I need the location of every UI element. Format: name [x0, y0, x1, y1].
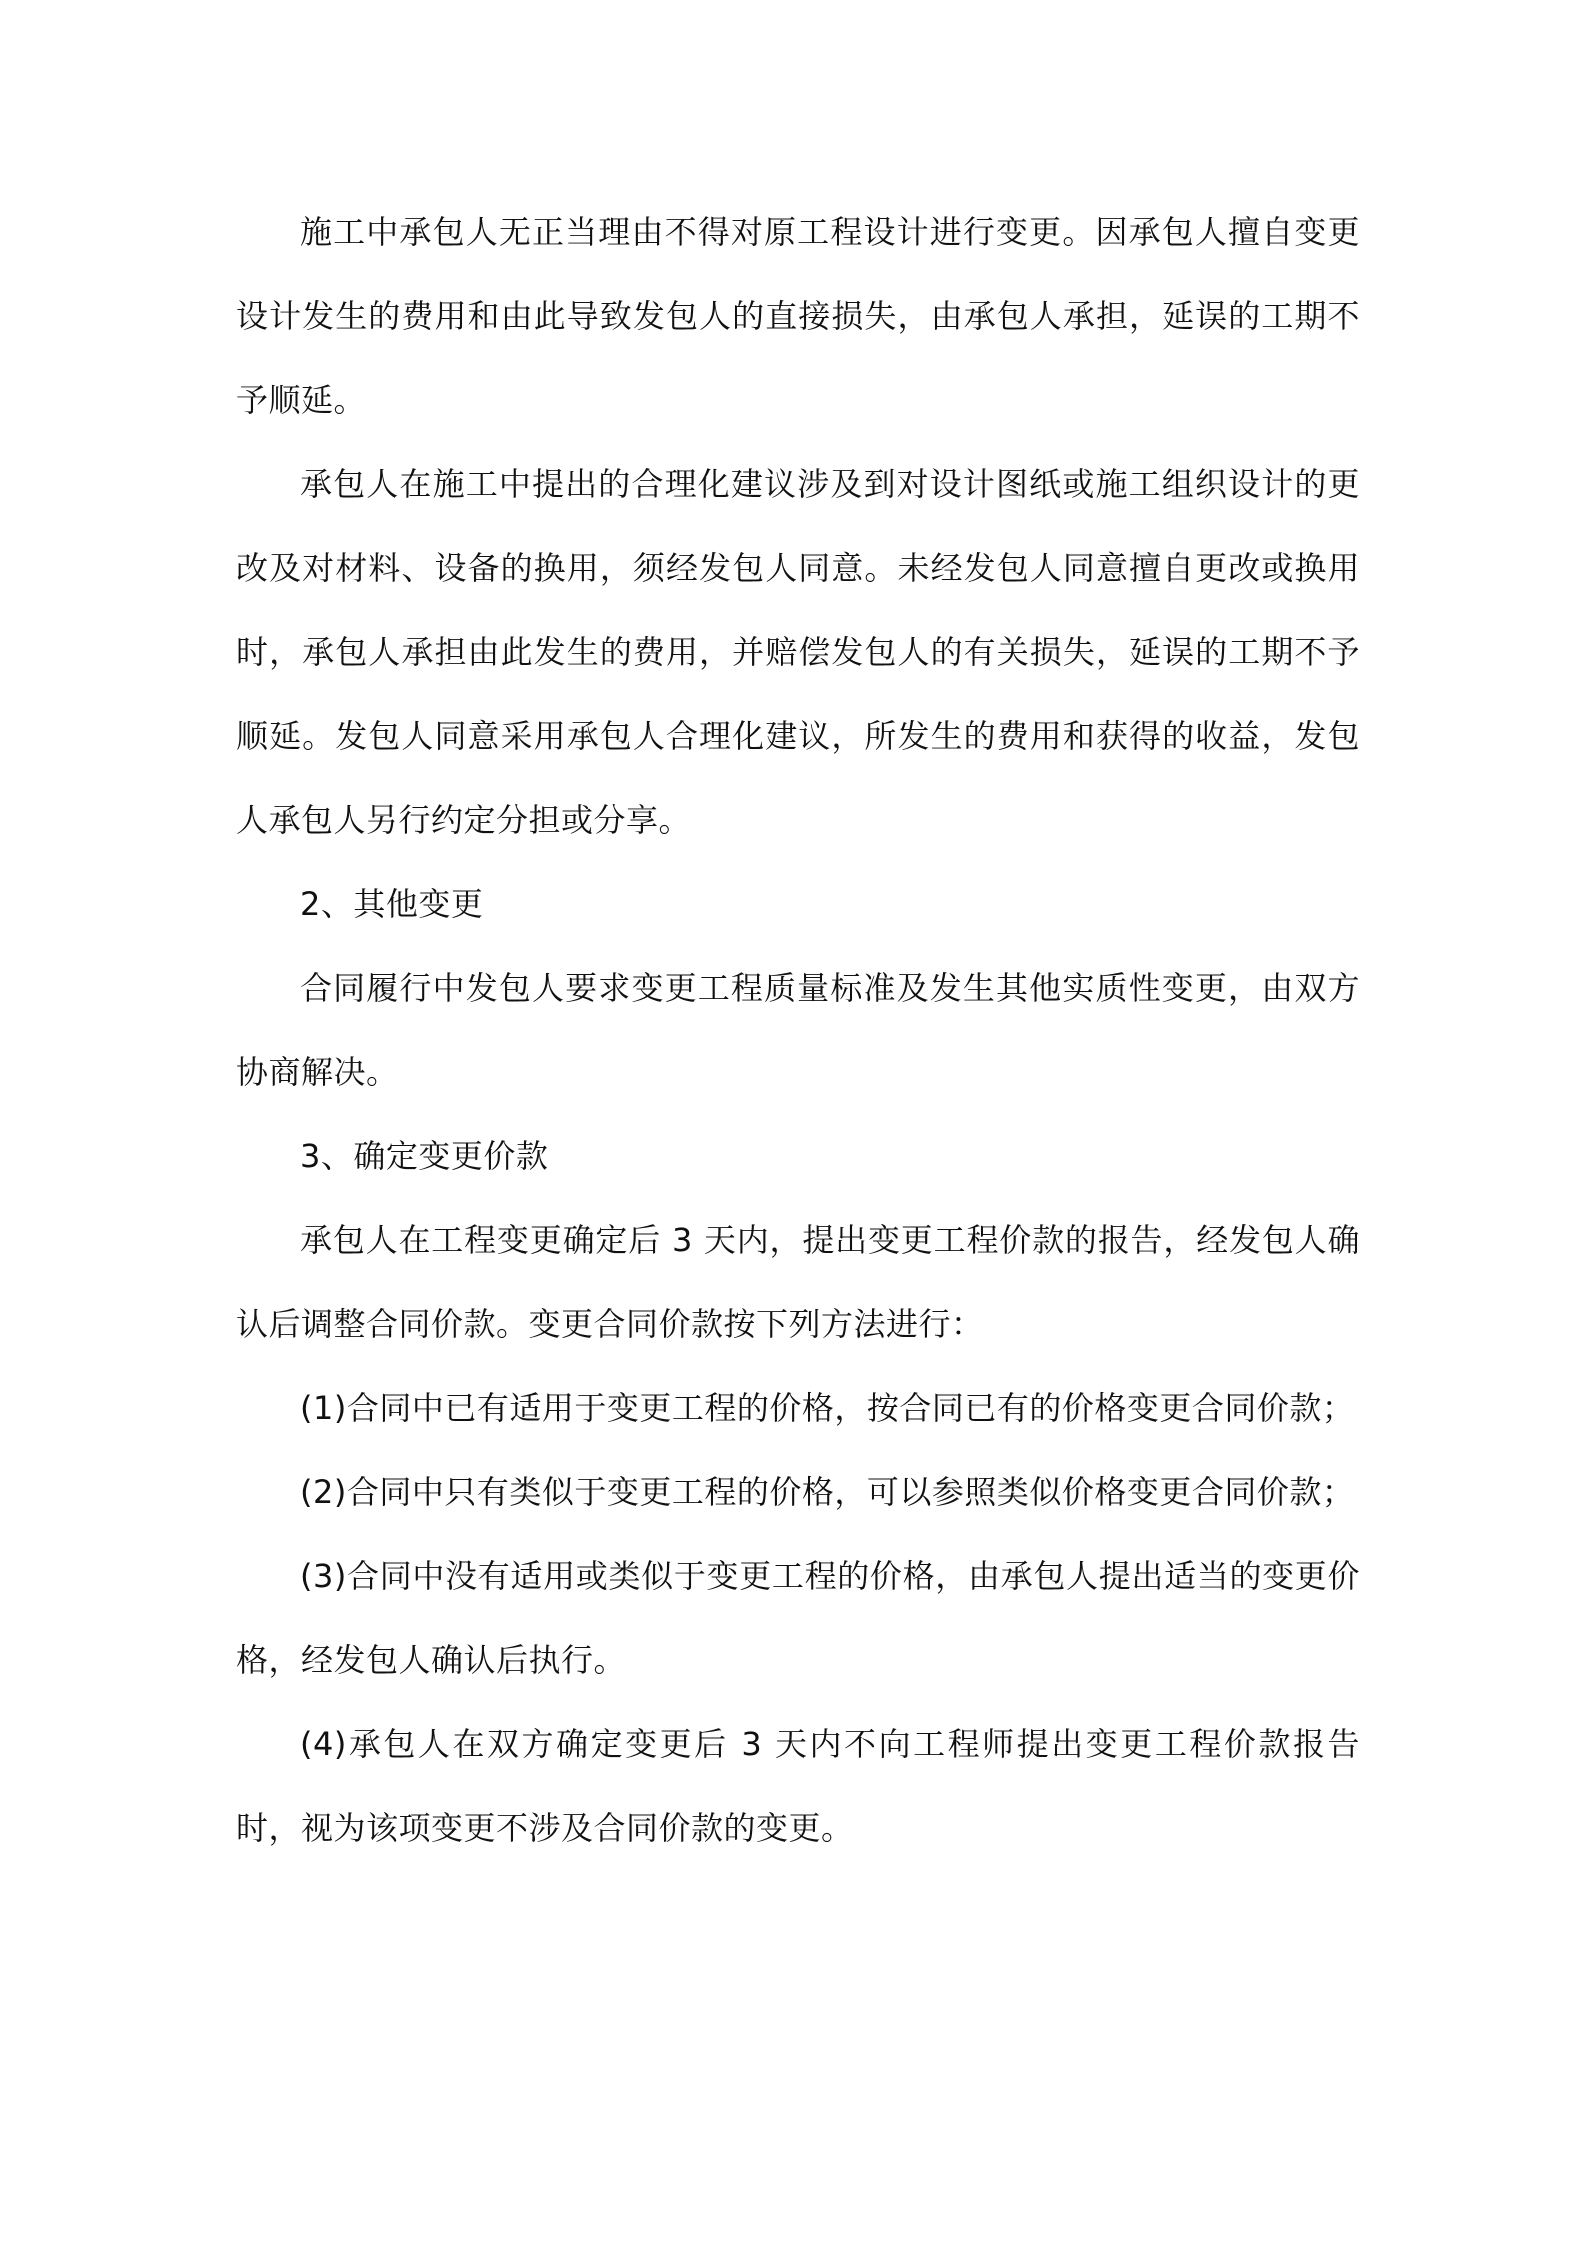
list-item-method-3: (3)合同中没有适用或类似于变更工程的价格，由承包人提出适当的变更价格，经发包人确认后执行。	[236, 1557, 1360, 1679]
document-body	[236, 190, 1360, 1870]
paragraph-other-changes: 合同履行中发包人要求变更工程质量标准及发生其他实质性变更，由双方协商解决。	[236, 969, 1360, 1091]
heading-determine-change-price: 3、确定变更价款	[300, 1137, 549, 1175]
paragraph-change-price-report: 承包人在工程变更确定后 3 天内，提出变更工程价款的报告，经发包人确认后调整合同价款。变更合同价款按下列方法进行：	[236, 1221, 1360, 1343]
list-item-method-1: (1)合同中已有适用于变更工程的价格，按合同已有的价格变更合同价款；	[300, 1389, 1355, 1427]
heading-other-changes: 2、其他变更	[300, 885, 484, 923]
paragraph-design-change-restriction: 施工中承包人无正当理由不得对原工程设计进行变更。因承包人擅自变更设计发生的费用和由此导致发包人的直接损失，由承包人承担，延误的工期不予顺延。	[236, 213, 1360, 419]
list-item-method-2: (2)合同中只有类似于变更工程的价格，可以参照类似价格变更合同价款；	[300, 1473, 1355, 1511]
paragraph-rationalization-proposal: 承包人在施工中提出的合理化建议涉及到对设计图纸或施工组织设计的更改及对材料、设备的换用，须经发包人同意。未经发包人同意擅自更改或换用时，承包人承担由此发生的费用，并赔偿发包人的有关损失，延误的工期不予顺延。发包人同意采用承包人合理化建议，所发生的费用和获得的收益，发包人承包人另行约定分担或分享。	[236, 465, 1360, 839]
list-item-method-4: (4)承包人在双方确定变更后 3 天内不向工程师提出变更工程价款报告时，视为该项变更不涉及合同价款的变更。	[236, 1725, 1360, 1847]
